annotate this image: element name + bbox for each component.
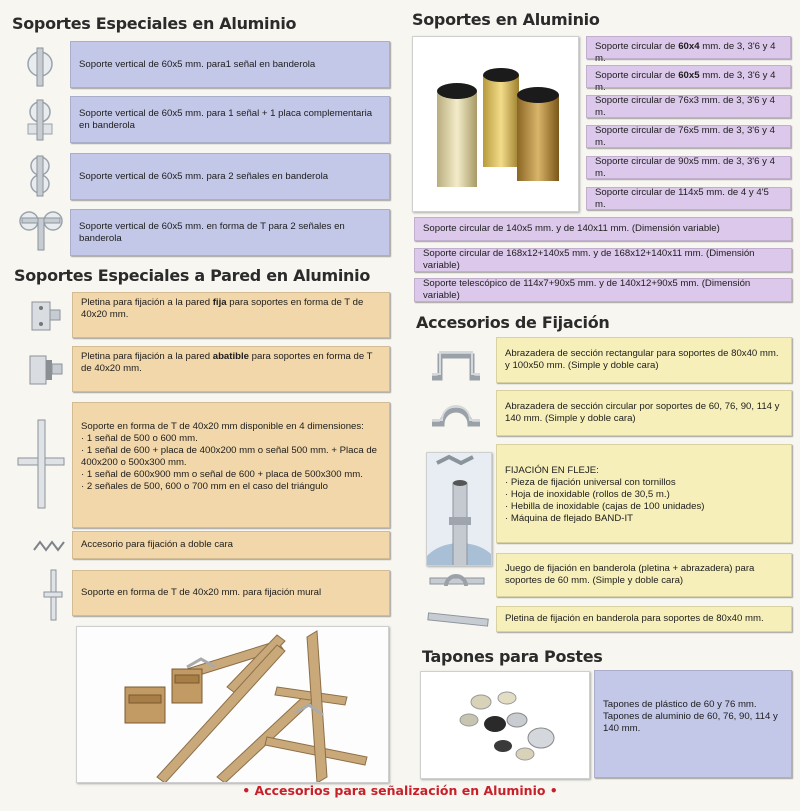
section-title-tapones: Tapones para Postes — [422, 647, 603, 666]
item-aluminio-2 — [586, 65, 791, 93]
section-title-pared: Soportes Especiales a Pared en Aluminio — [14, 266, 371, 285]
item-especial-2: Soporte vertical de 60x5 mm. para 1 señal + 1 placa complementaria en banderola — [70, 96, 390, 143]
item-aluminio-wide-2: Soporte circular de 168x12+140x5 mm. y de 168x12+140x11 mm. (Dimensión variable) — [414, 248, 792, 272]
circular-clamp-icon — [426, 398, 486, 432]
item-pared-3 — [72, 402, 390, 528]
item-especial-4: Soporte vertical de 60x5 mm. en forma de T para 2 señales en banderola — [70, 209, 390, 256]
post-caps-photo — [420, 671, 590, 779]
section-title-aluminio: Soportes en Aluminio — [412, 10, 600, 29]
item-pared-3-line: · 1 señal de 600 + placa de 400x200 mm o señal 500 mm. + Placa de 400x200 o 500x300 mm. — [81, 445, 377, 468]
item-aluminio-wide-1: Soporte circular de 140x5 mm. y de 140x11 mm. (Dimensión variable) — [414, 217, 792, 241]
item-aluminio-5: Soporte circular de 90x5 mm. de 3, 3'6 y 4 m. — [586, 156, 791, 179]
posts-drawing — [413, 37, 579, 212]
item-aluminio-2-text: Soporte circular de — [595, 70, 679, 81]
t-supports-photo-drawing — [77, 627, 389, 783]
item-aluminio-wide-3: Soporte telescópico de 114x7+90x5 mm. y de 140x12+90x5 mm. (Dimensión variable) — [414, 278, 792, 302]
item-pared-2-text-end: para soportes en forma de T de 40x20 mm. — [81, 351, 373, 374]
bracket-plate-icon — [20, 98, 60, 142]
item-pared-5: Soporte en forma de T de 40x20 mm. para fijación mural — [72, 570, 390, 616]
item-fijacion-3-line: · Pieza de fijación universal con tornillos — [505, 477, 676, 488]
item-fijacion-3-line: · Hebilla de inoxidable (cajas de 100 unidades) — [505, 501, 705, 512]
item-pared-2-text: Pletina para fijación a la pared — [81, 351, 213, 362]
item-pared-3-line: · 2 señales de 500, 600 o 700 mm en el caso del triángulo — [81, 481, 328, 492]
item-pared-4: Accesorio para fijación a doble cara — [72, 531, 390, 559]
item-fijacion-5: Pletina de fijación en banderola para soportes de 80x40 mm. — [496, 606, 792, 632]
item-fijacion-3 — [496, 444, 792, 543]
item-aluminio-1 — [586, 36, 791, 64]
item-tapones: Tapones de plástico de 60 y 76 mm. Tapones de aluminio de 60, 76, 90, 114 y 140 mm. — [594, 670, 792, 778]
item-pared-3-line: · 1 señal de 500 o 600 mm. — [81, 433, 198, 444]
t-support-wall-icon — [42, 568, 66, 622]
bracket-single-icon — [20, 44, 60, 88]
item-aluminio-3: Soporte circular de 76x3 mm. de 3, 3'6 y 4 m. — [586, 95, 791, 118]
item-especial-1: Soporte vertical de 60x5 mm. para1 señal en banderola — [70, 41, 390, 88]
rect-clamp-icon — [428, 348, 486, 384]
item-fijacion-2: Abrazadera de sección circular por soportes de 60, 76, 90, 114 y 140 mm. (Simple y doble cara) — [496, 390, 792, 436]
item-aluminio-2-bold: 60x5 — [678, 70, 700, 81]
item-aluminio-4: Soporte circular de 76x5 mm. de 3, 3'6 y 4 m. — [586, 125, 791, 148]
item-aluminio-1-bold: 60x4 — [678, 41, 700, 52]
item-fijacion-4: Juego de fijación en banderola (pletina + abrazadera) para soportes de 60 mm. (Simple y doble cara) — [496, 553, 792, 597]
item-fijacion-1: Abrazadera de sección rectangular para soportes de 80x40 mm. y 100x50 mm. (Simple y doble cara) — [496, 337, 792, 383]
item-fijacion-3-line: · Máquina de flejado BAND-IT — [505, 513, 633, 524]
item-pared-2-bold: abatible — [212, 351, 249, 362]
footer-caption: • Accesorios para señalización en Aluminio • — [242, 783, 558, 798]
section-title-fijacion: Accesorios de Fijación — [416, 313, 610, 332]
item-aluminio-1-text-end: mm. de 3, 3'6 y 4 m. — [595, 41, 776, 64]
item-aluminio-6: Soporte circular de 114x5 mm. de 4 y 4'5 m. — [586, 187, 791, 210]
banner-fixing-set-icon — [426, 564, 488, 596]
t-supports-photo — [76, 626, 389, 783]
item-pared-1-text-end: para soportes en forma de T de 40x20 mm. — [81, 297, 364, 320]
strap-fixing-drawing — [427, 453, 492, 566]
t-support-icon — [16, 416, 66, 512]
aluminium-posts-photo — [412, 36, 579, 212]
double-side-accessory-icon — [32, 538, 68, 554]
item-pared-1-bold: fija — [212, 297, 227, 308]
item-pared-1-text: Pletina para fijación a la pared — [81, 297, 213, 308]
bracket-double-icon — [20, 154, 60, 198]
item-pared-2 — [72, 346, 390, 392]
post-caps-drawing — [421, 672, 590, 779]
section-title-especiales: Soportes Especiales en Aluminio — [12, 14, 297, 33]
wall-plate-hinged-icon — [26, 352, 66, 388]
item-fijacion-3-title: FIJACIÓN EN FLEJE: — [505, 465, 599, 476]
item-especial-3: Soporte vertical de 60x5 mm. para 2 señales en banderola — [70, 153, 390, 200]
item-fijacion-3-line: · Hoja de inoxidable (rollos de 30,5 m.) — [505, 489, 670, 500]
wall-plate-fixed-icon — [26, 298, 64, 334]
item-aluminio-1-text: Soporte circular de — [595, 41, 679, 52]
item-pared-1 — [72, 292, 390, 338]
item-pared-3-title: Soporte en forma de T de 40x20 mm disponible en 4 dimensiones: — [81, 421, 364, 432]
bracket-t-icon — [18, 208, 64, 252]
item-aluminio-2-text-end: mm. de 3, 3'6 y 4 m. — [595, 70, 776, 93]
strap-fixing-photo — [426, 452, 492, 566]
item-pared-3-line: · 1 señal de 600x900 mm o señal de 600 + placa de 500x300 mm. — [81, 469, 363, 480]
banner-plate-icon — [426, 610, 490, 632]
